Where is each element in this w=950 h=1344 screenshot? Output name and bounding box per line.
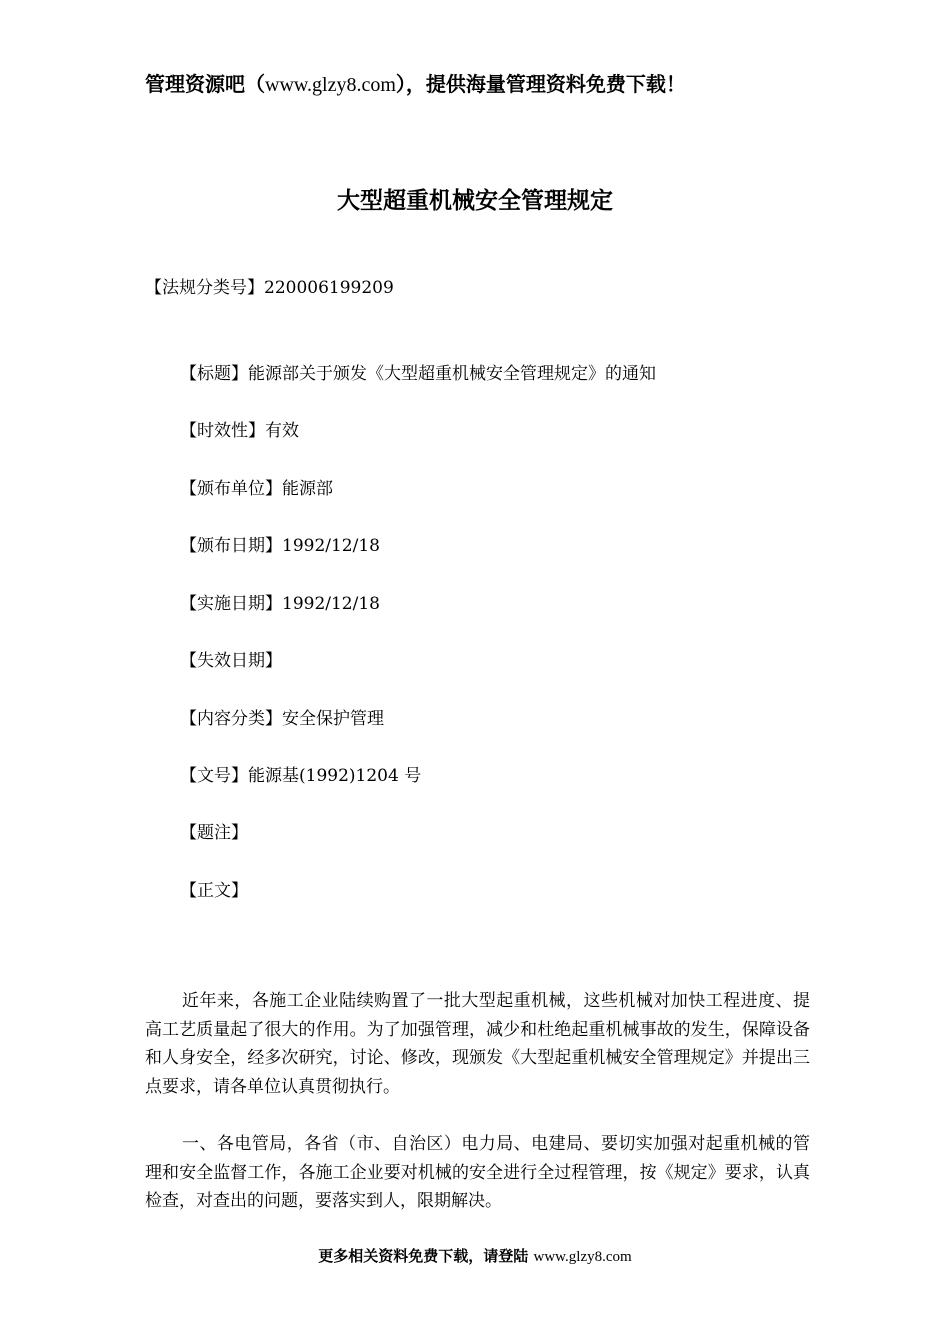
meta-issuer: 【颁布单位】能源部 — [180, 479, 333, 499]
page-header — [145, 68, 686, 97]
page-footer — [0, 1245, 950, 1266]
classification-number: 【法规分类号】220006199209 — [145, 278, 394, 298]
meta-content-category: 【内容分类】安全保护管理 — [180, 709, 384, 729]
meta-note: 【题注】 — [180, 823, 248, 843]
meta-title: 【标题】能源部关于颁发《大型超重机械安全管理规定》的通知 — [180, 364, 656, 384]
meta-document-number: 【文号】能源基(1992)1204 号 — [180, 766, 422, 786]
document-title: 大型超重机械安全管理规定 — [337, 188, 613, 214]
header-text-before: 管理资源吧（ — [145, 72, 265, 96]
header-text-after: ），提供海量管理资料免费下载！ — [395, 72, 686, 96]
header-url-link[interactable]: www.glzy8.com — [265, 74, 396, 96]
footer-text: 更多相关资料免费下载，请登陆 — [318, 1247, 534, 1265]
meta-expiry-date: 【失效日期】 — [180, 651, 282, 671]
meta-effective-date: 【实施日期】1992/12/18 — [180, 594, 380, 614]
body-paragraph-intro: 近年来，各施工企业陆续购置了一批大型起重机械，这些机械对加快工程进度、提高工艺质量起了很大的作用。为了加强管理，减少和杜绝起重机械事故的发生，保障设备和人身安全，经多次研究，讨论、修改，现颁发《大型起重机械安全管理规定》并提出三点要求，请各单位认真贯彻执行。 — [145, 991, 810, 1098]
meta-validity: 【时效性】有效 — [180, 421, 299, 441]
body-paragraph-item-1: 一、各电管局，各省（市、自治区）电力局、电建局、要切实加强对起重机械的管理和安全监督工作，各施工企业要对机械的安全进行全过程管理，按《规定》要求，认真检查，对查出的问题，要落实到人，限期解决。 — [145, 1134, 810, 1212]
meta-body-heading: 【正文】 — [180, 881, 248, 901]
footer-url-link[interactable]: www.glzy8.com — [533, 1249, 632, 1265]
meta-issue-date: 【颁布日期】1992/12/18 — [180, 536, 380, 556]
